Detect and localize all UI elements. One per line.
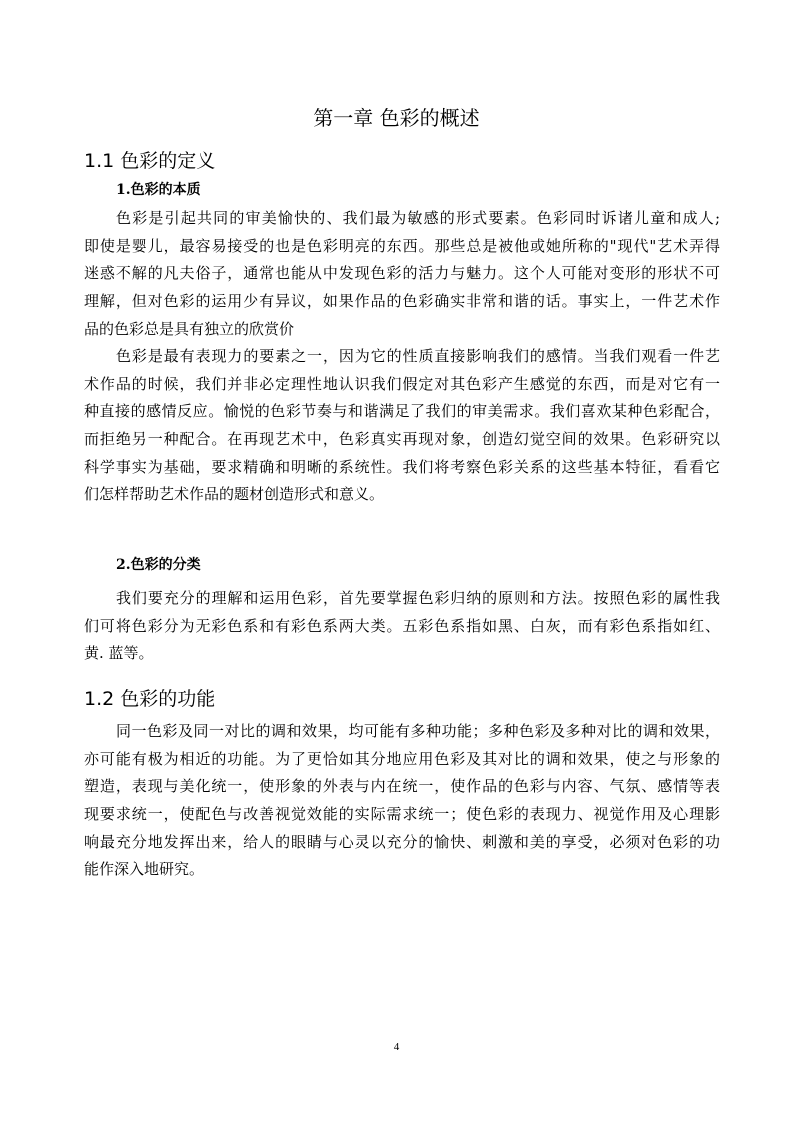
text-line: 能作深入地研究。 [84,860,205,879]
text-line: 我们要充分的理解和运用色彩，首先要掌握色彩归纳的原则和方法。按照色彩的属性我 [116,589,720,607]
paragraph-color-function [84,718,720,884]
text-line: 们怎样帮助艺术作品的题材创造形式和意义。 [84,485,385,504]
text-line: 色彩是最有表现力的要素之一，因为它的性质直接影响我们的感情。当我们观看一件艺 [116,347,720,365]
sub-heading-color-essence: 1.色彩的本质 [116,182,201,198]
sub-heading-color-classification: 2.色彩的分类 [116,557,201,573]
text-line: 品的色彩总是具有独立的欣赏价 [84,319,295,338]
text-line: 术作品的时候，我们并非必定理性地认识我们假定对其色彩产生感觉的东西，而是对它有一 [84,374,720,393]
text-line: 同一色彩及同一对比的调和效果，均可能有多种功能；多种色彩及多种对比的调和效果， [116,722,720,740]
text-line: 种直接的感情反应。愉悦的色彩节奏与和谐满足了我们的审美需求。我们喜欢某种色彩配合， [84,402,720,421]
paragraph-color-essence-2 [84,343,720,509]
chapter-title: 第一章 色彩的概述 [313,106,480,130]
text-line: 理解，但对色彩的运用少有异议，如果作品的色彩确实非常和谐的话。事实上，一件艺术作 [84,292,720,311]
text-line: 亦可能有极为相近的功能。为了更恰如其分地应用色彩及其对比的调和效果，使之与形象的 [84,749,720,768]
text-line: 色彩是引起共同的审美愉快的、我们最为敏感的形式要素。色彩同时诉诸儿童和成人; [116,209,720,227]
section-heading-1-2: 1.2 色彩的功能 [84,688,216,710]
text-line: 现要求统一，使配色与改善视觉效能的实际需求统一；使色彩的表现力、视觉作用及心理影 [84,805,720,824]
text-line: 科学事实为基础，要求精确和明晰的系统性。我们将考察色彩关系的这些基本特征，看看它 [84,457,720,476]
text-line: 而拒绝另一种配合。在再现艺术中，色彩真实再现对象，创造幻觉空间的效果。色彩研究以 [84,430,720,449]
paragraph-color-essence-1 [84,205,720,343]
text-line: 即使是婴儿，最容易接受的也是色彩明亮的东西。那些总是被他或她所称的"现代"艺术弄得 [84,236,720,255]
text-line: 黄. 蓝等。 [84,644,154,663]
section-heading-1-1: 1.1 色彩的定义 [84,150,216,172]
text-line: 们可将色彩分为无彩色系和有彩色系两大类。五彩色系指如黑、白灰，而有彩色系指如红、 [84,616,720,635]
page-number: 4 [393,1041,400,1053]
text-line: 迷惑不解的凡夫俗子，通常也能从中发现色彩的活力与魅力。这个人可能对变形的形状不可 [84,264,720,283]
text-line: 响最充分地发挥出来，给人的眼睛与心灵以充分的愉快、刺激和美的享受，必须对色彩的功 [84,832,720,851]
paragraph-color-classification [84,585,720,668]
text-line: 塑造，表现与美化统一，使形象的外表与内在统一，使作品的色彩与内容、气氛、感情等表 [84,777,720,796]
